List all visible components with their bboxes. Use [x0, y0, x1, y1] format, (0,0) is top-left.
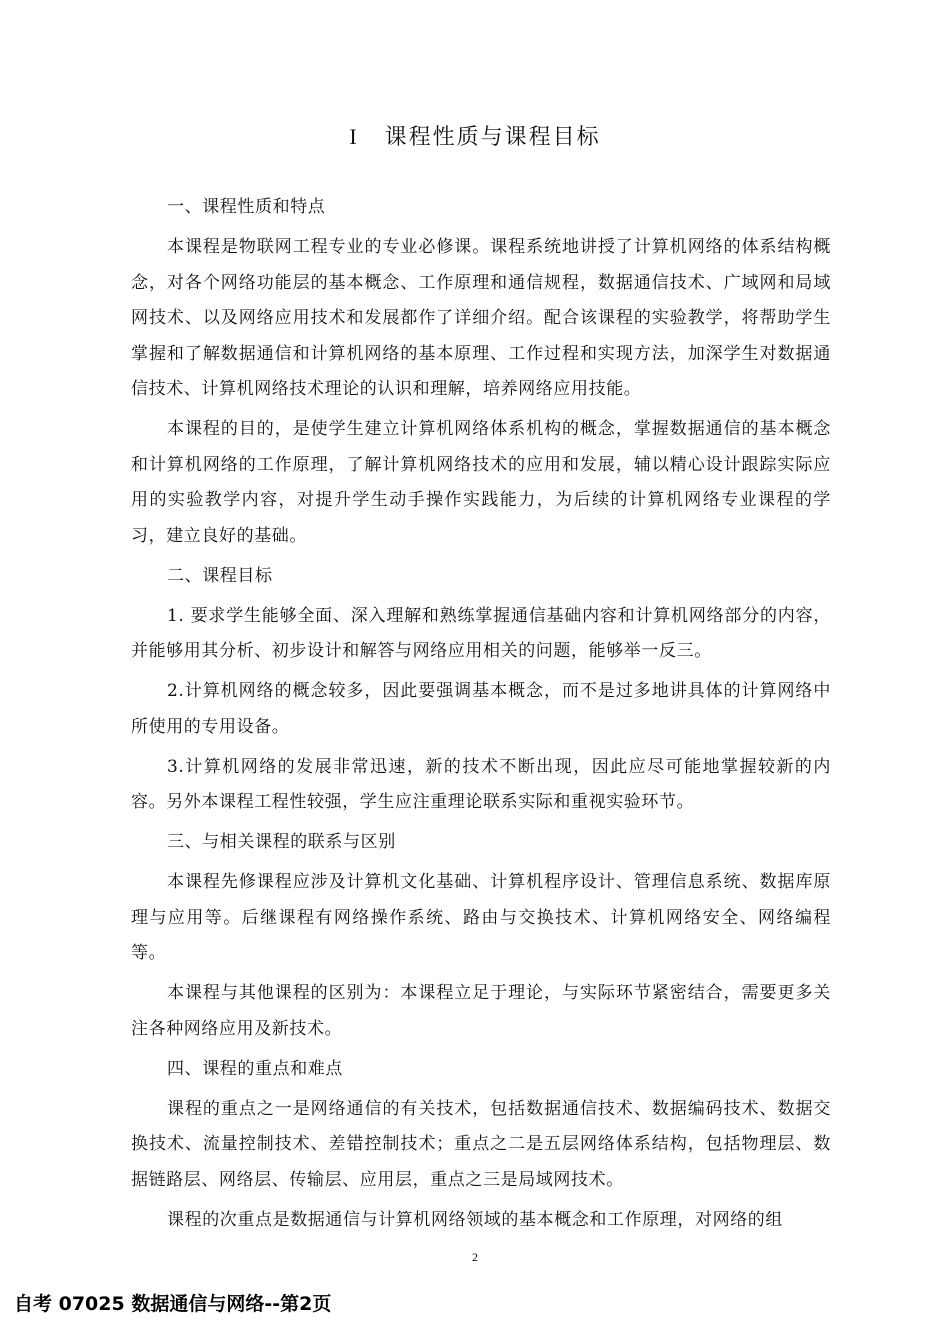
body-paragraph: 课程的次重点是数据通信与计算机网络领域的基本概念和工作原理，对网络的组 [167, 1209, 783, 1230]
section-heading: 三、与相关课程的联系与区别 [167, 832, 396, 852]
page-number: 2 [472, 1250, 478, 1264]
body-paragraph: 3.计算机网络的发展非常迅速，新的技术不断出现，因此应尽可能地掌握较新的内容。另外本课程工程性较强，学生应注重理论联系实际和重视实验环节。 [131, 756, 831, 812]
section-heading: 二、课程目标 [167, 565, 273, 586]
footer-label: 自考 07025 数据通信与网络--第2页 [14, 1293, 332, 1315]
title-text: 课程性质与课程目标 [384, 125, 601, 150]
body-paragraph: 课程的重点之一是网络通信的有关技术，包括数据通信技术、数据编码技术、数据交换技术、流量控制技术、差错控制技术；重点之二是五层网络体系结构，包括物理层、数据链路层、网络层、传输层、应用层，重点之三是局域网技术。 [131, 1098, 831, 1190]
section-heading: 四、课程的重点和难点 [167, 1058, 343, 1079]
title-numeral: I [349, 124, 359, 149]
page-title [0, 120, 950, 151]
body-paragraph: 2.计算机网络的概念较多，因此要强调基本概念，而不是过多地讲具体的计算网络中所使用的专用设备。 [131, 681, 831, 737]
document-body [131, 190, 831, 1243]
body-paragraph: 本课程的目的，是使学生建立计算机网络体系机构的概念，掌握数据通信的基本概念和计算机网络的工作原理，了解计算机网络技术的应用和发展，辅以精心设计跟踪实际应用的实验教学内容，对提升学生动手操作实践能力，为后续的计算机网络专业课程的学习，建立良好的基础。 [131, 419, 831, 546]
body-paragraph: 本课程是物联网工程专业的专业必修课。课程系统地讲授了计算机网络的体系结构概念，对各个网络功能层的基本概念、工作原理和通信规程，数据通信技术、广域网和局域网技术、以及网络应用技术和发展都作了详细介绍。配合该课程的实验教学，将帮助学生掌握和了解数据通信和计算机网络的基本原理、工作过程和实现方法，加深学生对数据通信技术、计算机网络技术理论的认识和理解，培养网络应用技能。 [131, 237, 831, 399]
body-paragraph: 本课程先修课程应涉及计算机文化基础、计算机程序设计、管理信息系统、数据库原理与应用等。后继课程有网络操作系统、路由与交换技术、计算机网络安全、网络编程等。 [131, 872, 831, 963]
section-heading: 一、课程性质和特点 [167, 197, 326, 217]
body-paragraph: 本课程与其他课程的区别为：本课程立足于理论，与实际环节紧密结合，需要更多关注各种网络应用及新技术。 [131, 983, 831, 1039]
body-paragraph: 1. 要求学生能够全面、深入理解和熟练掌握通信基础内容和计算机网络部分的内容，并能够用其分析、初步设计和解答与网络应用相关的问题，能够举一反三。 [131, 605, 831, 661]
